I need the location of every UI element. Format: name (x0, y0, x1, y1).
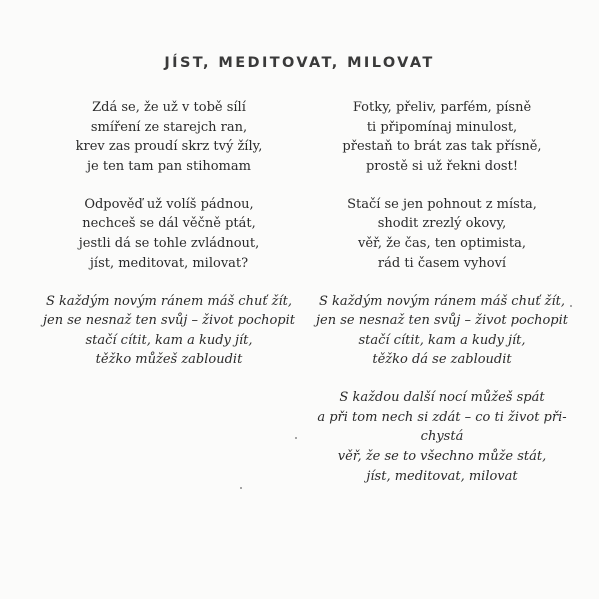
poem-line: S každým novým ránem máš chuť žít, (318, 293, 566, 309)
poem-line: Stačí se jen pohnout z místa, (347, 196, 537, 212)
poem-line: krev zas proudí skrz tvý žíly, (75, 139, 263, 155)
poem-line: těžko můžeš zabloudit (95, 352, 243, 368)
song-title: JÍST, MEDITOVAT, MILOVAT (164, 55, 435, 71)
poem-line: jen se nesnaž ten svůj – život pochopit (315, 313, 569, 329)
poem-line: jen se nesnaž ten svůj – život pochopit (42, 313, 296, 329)
chorus-stanza (24, 292, 314, 370)
poem-line: nechceš se dál věčně ptát, (82, 216, 256, 232)
paper-speck (295, 437, 297, 439)
left-column (24, 98, 314, 370)
poem-line: stačí cítit, kam a kudy jít, (358, 332, 526, 348)
verse-stanza (297, 98, 587, 176)
stanza-gap (24, 176, 314, 194)
stanza-gap (297, 176, 587, 194)
poem-line: jíst, meditovat, milovat (366, 468, 518, 484)
poem-line: smíření ze starejch ran, (90, 119, 248, 135)
poem-line: Zdá se, že už v tobě sílí (92, 100, 246, 115)
poem-line: stačí cítit, kam a kudy jít, (85, 332, 253, 348)
poem-line: Odpověď už volíš pádnou, (84, 196, 254, 212)
poem-line: ti připomínaj minulost, (366, 119, 518, 135)
paper-speck (570, 305, 572, 307)
right-column (297, 98, 587, 486)
poem-line: těžko dá se zabloudit (372, 352, 512, 368)
poem-line: S každou další nocí můžeš spát (339, 390, 545, 406)
poem-line: a při tom nech si zdát – co ti život při- (317, 409, 567, 425)
poem-line: věř, že se to všechno může stát, (337, 449, 547, 465)
stanza-gap (24, 273, 314, 291)
poem-line: rád ti časem vyhoví (377, 255, 507, 271)
poem-line: chystá (420, 429, 464, 445)
poem-line: Fotky, přeliv, parfém, písně (352, 100, 532, 115)
chorus-stanza (297, 292, 587, 370)
poem-line: S každým novým ránem máš chuť žít, (45, 293, 293, 309)
paper-speck (240, 487, 242, 489)
verse-stanza (24, 98, 314, 176)
poem-line: jestli dá se tohle zvládnout, (78, 235, 260, 251)
verse-stanza (24, 195, 314, 273)
poem-line: věř, že čas, ten optimista, (358, 235, 526, 251)
poem-line: jíst, meditovat, milovat? (89, 255, 249, 271)
verse-stanza (297, 195, 587, 273)
stanza-gap (297, 370, 587, 388)
stanza-gap (297, 273, 587, 291)
poem-line: je ten tam pan stihomam (87, 158, 251, 174)
poem-line: přestaň to brát zas tak přísně, (342, 139, 542, 155)
chorus-stanza (297, 388, 587, 486)
poem-line: shodit zrezlý okovy, (377, 216, 507, 232)
poem-line: prostě si už řekni dost! (365, 158, 519, 174)
